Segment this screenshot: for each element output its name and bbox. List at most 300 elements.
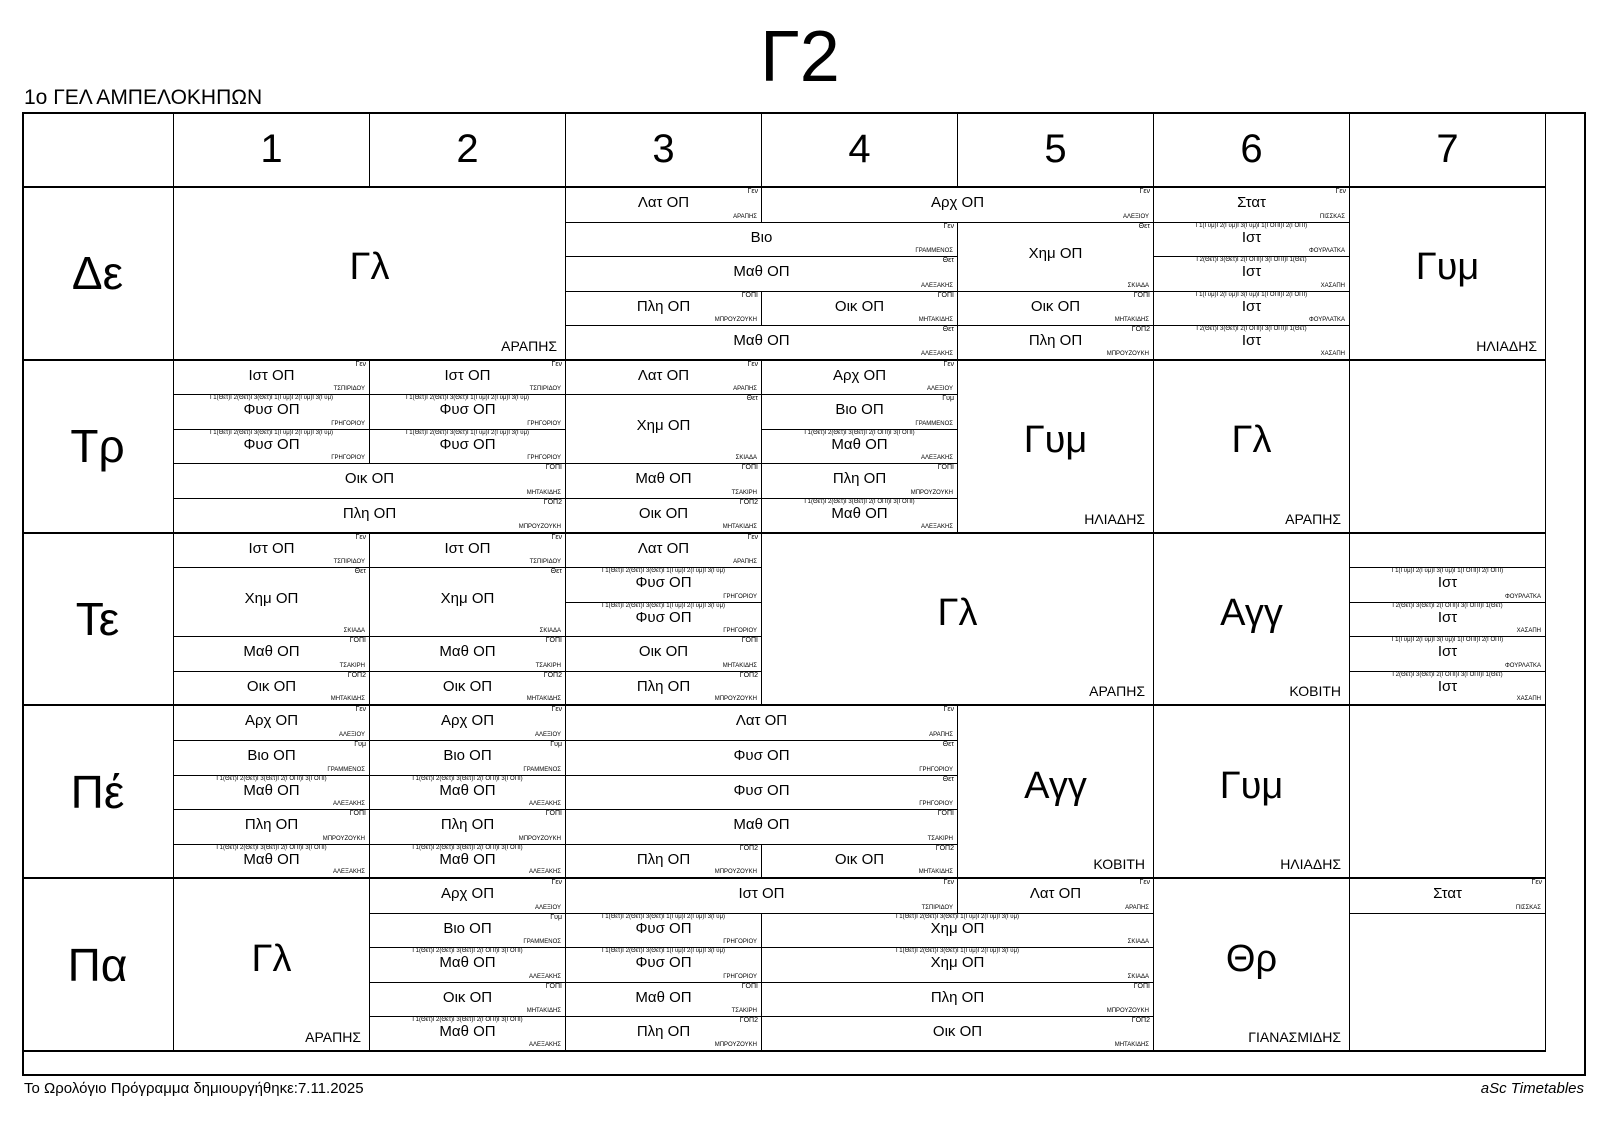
lesson-teacher: ΣΚΙΑΔΑ (1127, 973, 1149, 980)
lesson-room: Γεν (1139, 188, 1150, 195)
lesson-teacher: ΑΛΕΞΙΟΥ (1122, 213, 1149, 220)
lesson-cell (566, 983, 762, 1018)
lesson-subject: Οικ ΟΠ (344, 470, 395, 488)
lesson-room: ΓΟΠΙ (741, 637, 758, 645)
lesson-subject: Ιστ ΟΠ (248, 539, 295, 557)
lesson-teacher: ΑΡΑΠΗΣ (733, 213, 757, 220)
lesson-cell (1350, 637, 1546, 672)
lesson-subject: Πλη ΟΠ (636, 850, 691, 868)
period-header: 2 (370, 112, 566, 188)
lesson-subject: Στατ (1237, 194, 1266, 211)
lesson-teacher: ΠΙΣΣΚΑΣ (1319, 213, 1345, 220)
lesson-groups: Γ1(Θετ)Γ2(Θετ)Γ3(Θετ)Γ1(Γυμ)Γ2(Γυμ)Γ3(Γυμ) (209, 395, 334, 402)
lesson-room: Γεν (1139, 879, 1150, 887)
lesson-cell (762, 534, 1154, 707)
lesson-cell (958, 879, 1154, 914)
lesson-teacher: ΜΗΤΑΚΙΔΗΣ (918, 317, 953, 324)
lesson-cell (174, 430, 370, 465)
lesson-cell (958, 706, 1154, 879)
lesson-cell (174, 464, 566, 499)
lesson-teacher: ΑΛΕΞΑΚΗΣ (529, 801, 561, 808)
lesson-cell (566, 948, 762, 983)
lesson-cell (1154, 257, 1350, 292)
lesson-subject: Πλη ΟΠ (636, 297, 691, 315)
lesson-subject: Βιο (750, 228, 773, 246)
lesson-teacher: ΑΛΕΞΙΟΥ (534, 731, 561, 738)
lesson-teacher: ΣΚΙΑΔΑ (1127, 939, 1149, 946)
lesson-teacher: ΜΗΤΑΚΙΔΗΣ (526, 490, 561, 497)
lesson-teacher: ΤΣΠΙΡΙΔΟΥ (921, 904, 953, 911)
lesson-room: Γεν (1531, 879, 1542, 887)
lesson-teacher: ΧΑΣΑΠΗ (1516, 628, 1541, 635)
lesson-subject: Γυμ (1219, 764, 1284, 807)
lesson-room: ΓΟΠ2 (739, 1017, 758, 1025)
lesson-teacher: ΤΣΠΙΡΙΔΟΥ (333, 559, 365, 566)
lesson-teacher: ΚΟΒΙΤΗ (1093, 856, 1145, 873)
lesson-cell (566, 672, 762, 707)
lesson-subject: Χημ ΟΠ (440, 590, 495, 608)
lesson-subject: Χημ ΟΠ (930, 919, 985, 937)
period-header: 4 (762, 112, 958, 188)
lesson-subject: Φυσ ΟΠ (635, 574, 692, 592)
lesson-cell (566, 637, 762, 672)
lesson-room: Γεν (551, 879, 562, 887)
lesson-room: Γυμ (354, 740, 366, 748)
lesson-teacher: ΧΑΣΑΠΗ (1320, 350, 1345, 357)
lesson-cell (762, 845, 958, 880)
lesson-room: Γεν (355, 706, 366, 714)
lesson-room: ΓΟΠΙ (937, 291, 954, 299)
lesson-cell (1350, 568, 1546, 603)
lesson-room: ΓΟΠΙ (741, 291, 758, 299)
period-header: 5 (958, 112, 1154, 188)
lesson-cell (566, 534, 762, 569)
lesson-cell (566, 223, 958, 258)
lesson-subject: Γυμ (1023, 419, 1088, 462)
lesson-cell (566, 257, 958, 292)
lesson-room: ΓΟΠ2 (739, 499, 758, 507)
lesson-cell (762, 188, 1154, 223)
empty-cell (1350, 914, 1546, 1052)
lesson-subject: Χημ ΟΠ (244, 590, 299, 608)
lesson-subject: Μαθ ΟΠ (439, 643, 496, 661)
lesson-groups: Γ2(Θετ)Γ3(Θετ)Γ2(ΓΟΠΙ)Γ3(ΓΟΠΙ)Γ1(Θετ) (1392, 671, 1503, 678)
lesson-room: ΓΟΠΙ (937, 464, 954, 472)
lesson-teacher: ΓΡΑΜΜΕΝΟΣ (915, 420, 953, 427)
lesson-subject: Γλ (251, 937, 292, 980)
lesson-subject: Μαθ ΟΠ (439, 954, 496, 972)
lesson-teacher: ΓΡΗΓΟΡΙΟΥ (331, 455, 365, 462)
lesson-cell (370, 534, 566, 569)
lesson-cell (174, 188, 566, 361)
lesson-teacher: ΓΡΑΜΜΕΝΟΣ (915, 248, 953, 255)
lesson-cell (174, 879, 370, 1052)
lesson-room: Γεν (943, 879, 954, 887)
lesson-cell (566, 568, 762, 603)
lesson-cell (370, 395, 566, 430)
lesson-subject: Ιστ (1437, 677, 1458, 695)
lesson-teacher: ΠΙΣΣΚΑΣ (1515, 904, 1541, 911)
lesson-groups: Γ2(Θετ)Γ3(Θετ)Γ2(ΓΟΠΙ)Γ3(ΓΟΠΙ)Γ1(Θετ) (1196, 326, 1307, 333)
lesson-subject: Οικ ΟΠ (638, 643, 689, 661)
lesson-cell (174, 361, 370, 396)
lesson-teacher: ΑΛΕΞΑΚΗΣ (921, 455, 953, 462)
page-title: Γ2 (760, 17, 840, 97)
lesson-groups: Γ1(Γυμ)Γ2(Γυμ)Γ3(Γυμ)Γ1(ΓΟΠΙ)Γ2(ΓΟΠΙ) (1195, 222, 1308, 229)
lesson-teacher: ΑΛΕΞΑΚΗΣ (333, 869, 365, 876)
lesson-room: ΓΟΠ2 (1131, 1017, 1150, 1025)
lesson-cell (370, 361, 566, 396)
lesson-teacher: ΜΠΡΟΥΖΟΥΚΗ (714, 869, 757, 876)
lesson-subject: Πλη ΟΠ (636, 1023, 691, 1041)
lesson-subject: Οικ ΟΠ (246, 677, 297, 695)
lesson-room: Γεν (355, 360, 366, 368)
created-date-note: Το Ωρολόγιο Πρόγραμμα δημιουργήθηκε:7.11.2025 (24, 1080, 364, 1097)
lesson-teacher: ΜΗΤΑΚΙΔΗΣ (1114, 1041, 1149, 1048)
lesson-teacher: ΑΡΑΠΗΣ (1089, 683, 1145, 700)
lesson-room: Γεν (1335, 188, 1346, 195)
lesson-teacher: ΓΡΗΓΟΡΙΟΥ (723, 939, 757, 946)
lesson-room: Γεν (943, 222, 954, 230)
lesson-subject: Ιστ ΟΠ (248, 366, 295, 384)
lesson-groups: Γ1(Θετ)Γ2(Θετ)Γ3(Θετ)Γ1(Γυμ)Γ2(Γυμ)Γ3(Γυμ) (895, 913, 1020, 920)
lesson-subject: Γλ (349, 246, 390, 289)
lesson-subject: Βιο ΟΠ (443, 746, 492, 764)
lesson-cell (174, 741, 370, 776)
lesson-groups: Γ2(Θετ)Γ3(Θετ)Γ2(ΓΟΠΙ)Γ3(ΓΟΠΙ)Γ1(Θετ) (1392, 602, 1503, 609)
lesson-cell (1350, 879, 1546, 914)
lesson-subject: Μαθ ΟΠ (243, 850, 300, 868)
lesson-subject: Λατ ΟΠ (735, 712, 788, 730)
lesson-groups: Γ1(Θετ)Γ2(Θετ)Γ3(Θετ)Γ1(Γυμ)Γ2(Γυμ)Γ3(Γυμ) (209, 429, 334, 436)
lesson-cell (370, 741, 566, 776)
lesson-teacher: ΑΛΕΞΑΚΗΣ (529, 1041, 561, 1048)
lesson-subject: Βιο ΟΠ (247, 746, 296, 764)
corner-cell (22, 112, 174, 188)
lesson-subject: Ιστ (1241, 263, 1262, 281)
lesson-room: Θετ (942, 775, 954, 783)
lesson-room: ΓΟΠΙ (545, 464, 562, 472)
lesson-teacher: ΑΛΕΞΙΟΥ (534, 904, 561, 911)
lesson-teacher: ΗΛΙΑΔΗΣ (1476, 337, 1537, 354)
period-header: 1 (174, 112, 370, 188)
lesson-subject: Στατ (1433, 885, 1462, 903)
lesson-teacher: ΧΑΣΑΠΗ (1516, 696, 1541, 703)
lesson-room: ΓΟΠ2 (739, 671, 758, 679)
lesson-teacher: ΓΡΗΓΟΡΙΟΥ (919, 766, 953, 773)
lesson-teacher: ΣΚΙΑΔΑ (539, 628, 561, 635)
lesson-subject: Μαθ ΟΠ (439, 1023, 496, 1041)
lesson-cell (566, 741, 958, 776)
lesson-subject: Μαθ ΟΠ (439, 781, 496, 799)
lesson-subject: Ιστ (1437, 574, 1458, 592)
lesson-room: Γεν (943, 360, 954, 368)
lesson-teacher: ΤΣΠΙΡΙΔΟΥ (529, 559, 561, 566)
lesson-teacher: ΑΡΑΠΗΣ (733, 559, 757, 566)
lesson-cell (174, 534, 370, 569)
lesson-teacher: ΤΣΠΙΡΙΔΟΥ (333, 386, 365, 393)
lesson-groups: Γ1(Θετ)Γ2(Θετ)Γ3(Θετ)Γ2(ΓΟΠΙ)Γ3(ΓΟΠΙ) (804, 429, 915, 436)
lesson-subject: Φυσ ΟΠ (635, 608, 692, 626)
day-label: Δε (22, 188, 174, 361)
lesson-teacher: ΤΣΠΙΡΙΔΟΥ (529, 386, 561, 393)
lesson-subject: Βιο ΟΠ (835, 401, 884, 419)
lesson-teacher: ΧΑΣΑΠΗ (1320, 282, 1345, 289)
lesson-subject: Ιστ ΟΠ (444, 539, 491, 557)
lesson-subject: Ιστ ΟΠ (444, 366, 491, 384)
lesson-teacher: ΓΡΗΓΟΡΙΟΥ (723, 973, 757, 980)
lesson-subject: Ιστ (1437, 608, 1458, 626)
lesson-cell (370, 637, 566, 672)
lesson-cell (566, 603, 762, 638)
lesson-room: ΓΟΠΙ (545, 810, 562, 818)
lesson-cell (1154, 879, 1350, 1052)
lesson-subject: Μαθ ΟΠ (831, 435, 888, 453)
day-label: Τρ (22, 361, 174, 534)
lesson-groups: Γ1(Θετ)Γ2(Θετ)Γ3(Θετ)Γ1(Γυμ)Γ2(Γυμ)Γ3(Γυμ) (895, 948, 1020, 955)
lesson-cell (958, 292, 1154, 327)
lesson-groups: Γ1(Θετ)Γ2(Θετ)Γ3(Θετ)Γ2(ΓΟΠΙ)Γ3(ΓΟΠΙ) (412, 844, 523, 851)
lesson-cell (566, 706, 958, 741)
lesson-room: ΓΟΠ2 (935, 844, 954, 852)
lesson-room: Θετ (942, 257, 954, 265)
lesson-subject: Χημ ΟΠ (930, 954, 985, 972)
lesson-cell (174, 845, 370, 880)
lesson-cell (958, 361, 1154, 534)
lesson-teacher: ΦΟΥΡΛΑΤΚΑ (1504, 662, 1541, 669)
lesson-cell (958, 326, 1154, 361)
lesson-cell (174, 776, 370, 811)
lesson-teacher: ΑΛΕΞΙΟΥ (338, 731, 365, 738)
lesson-cell (370, 672, 566, 707)
lesson-subject: Γυμ (1415, 246, 1480, 289)
lesson-subject: Μαθ ΟΠ (733, 263, 790, 281)
lesson-subject: Πλη ΟΠ (244, 816, 299, 834)
lesson-room: ΓΟΠΙ (545, 637, 562, 645)
lesson-groups: Γ1(Θετ)Γ2(Θετ)Γ3(Θετ)Γ2(ΓΟΠΙ)Γ3(ΓΟΠΙ) (412, 1017, 523, 1024)
lesson-teacher: ΓΡΗΓΟΡΙΟΥ (527, 420, 561, 427)
lesson-cell (370, 914, 566, 949)
lesson-cell (566, 810, 958, 845)
lesson-groups: Γ1(Γυμ)Γ2(Γυμ)Γ3(Γυμ)Γ1(ΓΟΠΙ)Γ2(ΓΟΠΙ) (1391, 568, 1504, 575)
lesson-cell (174, 706, 370, 741)
lesson-cell (174, 672, 370, 707)
lesson-subject: Φυσ ΟΠ (243, 435, 300, 453)
lesson-subject: Θρ (1225, 937, 1278, 980)
lesson-teacher: ΜΠΡΟΥΖΟΥΚΗ (518, 835, 561, 842)
lesson-cell (566, 914, 762, 949)
lesson-subject: Πλη ΟΠ (636, 677, 691, 695)
lesson-cell (762, 983, 1154, 1018)
lesson-teacher: ΗΛΙΑΔΗΣ (1084, 510, 1145, 527)
lesson-subject: Οικ ΟΠ (932, 1023, 983, 1041)
lesson-cell (370, 983, 566, 1018)
lesson-teacher: ΓΡΑΜΜΕΝΟΣ (327, 766, 365, 773)
generator-credit: aSc Timetables (1480, 1080, 1584, 1097)
lesson-subject: Λατ ΟΠ (637, 539, 690, 557)
lesson-subject: Οικ ΟΠ (638, 505, 689, 523)
lesson-groups: Γ1(Θετ)Γ2(Θετ)Γ3(Θετ)Γ2(ΓΟΠΙ)Γ3(ΓΟΠΙ) (412, 948, 523, 955)
lesson-teacher: ΦΟΥΡΛΑΤΚΑ (1504, 593, 1541, 600)
lesson-room: ΓΟΠΙ (1133, 982, 1150, 990)
lesson-teacher: ΤΣΑΚΙΡΗ (731, 490, 757, 497)
lesson-teacher: ΑΛΕΞΑΚΗΣ (921, 523, 953, 530)
lesson-room: ΓΟΠΙ (1133, 291, 1150, 299)
lesson-cell (762, 395, 958, 430)
lesson-subject: Ιστ (1241, 297, 1262, 315)
empty-cell (1350, 706, 1546, 879)
lesson-cell (174, 810, 370, 845)
lesson-room: Γυμ (550, 913, 562, 921)
period-header: 3 (566, 112, 762, 188)
lesson-subject: Μαθ ΟΠ (635, 470, 692, 488)
lesson-subject: Μαθ ΟΠ (243, 781, 300, 799)
lesson-subject: Ιστ (1241, 228, 1262, 246)
lesson-room: ΓΟΠ2 (739, 844, 758, 852)
lesson-cell (370, 879, 566, 914)
lesson-teacher: ΓΡΗΓΟΡΙΟΥ (331, 420, 365, 427)
lesson-subject: Οικ ΟΠ (442, 677, 493, 695)
lesson-teacher: ΜΗΤΑΚΙΔΗΣ (526, 696, 561, 703)
lesson-teacher: ΓΡΗΓΟΡΙΟΥ (723, 628, 757, 635)
lesson-groups: Γ1(Θετ)Γ2(Θετ)Γ3(Θετ)Γ2(ΓΟΠΙ)Γ3(ΓΟΠΙ) (412, 775, 523, 782)
lesson-teacher: ΜΗΤΑΚΙΔΗΣ (722, 523, 757, 530)
lesson-subject: Ιστ (1241, 332, 1262, 350)
lesson-subject: Πλη ΟΠ (440, 816, 495, 834)
lesson-teacher: ΜΗΤΑΚΙΔΗΣ (918, 869, 953, 876)
day-label: Πέ (22, 706, 174, 879)
lesson-room: Θετ (942, 740, 954, 748)
lesson-cell (370, 810, 566, 845)
lesson-teacher: ΑΛΕΞΑΚΗΣ (333, 801, 365, 808)
lesson-cell (566, 879, 958, 914)
lesson-teacher: ΜΠΡΟΥΖΟΥΚΗ (910, 490, 953, 497)
lesson-teacher: ΜΠΡΟΥΖΟΥΚΗ (714, 317, 757, 324)
lesson-cell (566, 499, 762, 534)
lesson-room: Θετ (354, 568, 366, 576)
lesson-subject: Χημ ΟΠ (1028, 244, 1083, 262)
lesson-groups: Γ1(Θετ)Γ2(Θετ)Γ3(Θετ)Γ2(ΓΟΠΙ)Γ3(ΓΟΠΙ) (216, 775, 327, 782)
lesson-subject: Λατ ΟΠ (637, 194, 690, 211)
lesson-groups: Γ1(Θετ)Γ2(Θετ)Γ3(Θετ)Γ1(Γυμ)Γ2(Γυμ)Γ3(Γυμ) (405, 429, 530, 436)
lesson-teacher: ΤΣΑΚΙΡΗ (927, 835, 953, 842)
lesson-teacher: ΜΠΡΟΥΖΟΥΚΗ (1106, 1008, 1149, 1015)
lesson-room: ΓΟΠ2 (543, 671, 562, 679)
lesson-teacher: ΑΛΕΞΑΚΗΣ (921, 282, 953, 289)
lesson-room: ΓΟΠΙ (937, 810, 954, 818)
lesson-room: Γυμ (550, 740, 562, 748)
lesson-teacher: ΚΟΒΙΤΗ (1289, 683, 1341, 700)
lesson-cell (762, 1017, 1154, 1052)
lesson-subject: Οικ ΟΠ (834, 297, 885, 315)
lesson-cell (566, 464, 762, 499)
lesson-cell (566, 395, 762, 464)
empty-cell (1350, 534, 1546, 569)
lesson-cell (370, 430, 566, 465)
lesson-teacher: ΓΙΑΝΑΣΜΙΔΗΣ (1248, 1028, 1341, 1045)
lesson-room: Θετ (746, 395, 758, 403)
lesson-teacher: ΣΚΙΑΔΑ (735, 455, 757, 462)
lesson-cell (762, 292, 958, 327)
lesson-room: Γεν (551, 360, 562, 368)
lesson-subject: Μαθ ΟΠ (733, 816, 790, 834)
lesson-groups: Γ1(Γυμ)Γ2(Γυμ)Γ3(Γυμ)Γ1(ΓΟΠΙ)Γ2(ΓΟΠΙ) (1195, 291, 1308, 298)
lesson-subject: Οικ ΟΠ (834, 850, 885, 868)
lesson-cell (1154, 706, 1350, 879)
lesson-subject: Αρχ ΟΠ (244, 712, 299, 730)
lesson-subject: Φυσ ΟΠ (439, 435, 496, 453)
lesson-cell (1154, 188, 1350, 223)
lesson-groups: Γ1(Θετ)Γ2(Θετ)Γ3(Θετ)Γ1(Γυμ)Γ2(Γυμ)Γ3(Γυμ) (601, 913, 726, 920)
lesson-cell (566, 188, 762, 223)
lesson-cell (370, 845, 566, 880)
lesson-room: Γεν (551, 533, 562, 541)
lesson-subject: Μαθ ΟΠ (243, 643, 300, 661)
lesson-subject: Μαθ ΟΠ (439, 850, 496, 868)
lesson-cell (174, 395, 370, 430)
lesson-cell (1154, 223, 1350, 258)
lesson-groups: Γ1(Θετ)Γ2(Θετ)Γ3(Θετ)Γ1(Γυμ)Γ2(Γυμ)Γ3(Γυμ) (601, 602, 726, 609)
lesson-teacher: ΜΠΡΟΥΖΟΥΚΗ (518, 523, 561, 530)
period-header: 6 (1154, 112, 1350, 188)
lesson-teacher: ΜΠΡΟΥΖΟΥΚΗ (322, 835, 365, 842)
lesson-teacher: ΦΟΥΡΛΑΤΚΑ (1308, 317, 1345, 324)
lesson-subject: Αρχ ΟΠ (930, 194, 985, 211)
lesson-teacher: ΜΗΤΑΚΙΔΗΣ (1114, 317, 1149, 324)
lesson-teacher: ΑΡΑΠΗΣ (1125, 904, 1149, 911)
lesson-cell (566, 326, 958, 361)
lesson-subject: Πλη ΟΠ (1028, 332, 1083, 350)
lesson-teacher: ΜΠΡΟΥΖΟΥΚΗ (714, 1041, 757, 1048)
lesson-teacher: ΑΡΑΠΗΣ (305, 1028, 361, 1045)
lesson-subject: Μαθ ΟΠ (831, 505, 888, 523)
lesson-subject: Ιστ (1437, 643, 1458, 661)
lesson-room: Γεν (551, 706, 562, 714)
lesson-subject: Φυσ ΟΠ (635, 954, 692, 972)
lesson-teacher: ΦΟΥΡΛΑΤΚΑ (1308, 248, 1345, 255)
lesson-teacher: ΑΛΕΞΑΚΗΣ (921, 350, 953, 357)
lesson-groups: Γ1(Γυμ)Γ2(Γυμ)Γ3(Γυμ)Γ1(ΓΟΠΙ)Γ2(ΓΟΠΙ) (1391, 637, 1504, 644)
lesson-cell (566, 845, 762, 880)
lesson-subject: Αγγ (1024, 764, 1087, 807)
lesson-room: ΓΟΠ2 (1131, 326, 1150, 334)
lesson-teacher: ΜΗΤΑΚΙΔΗΣ (526, 1008, 561, 1015)
lesson-teacher: ΓΡΗΓΟΡΙΟΥ (723, 593, 757, 600)
lesson-cell (174, 637, 370, 672)
lesson-cell (762, 464, 958, 499)
lesson-subject: Γλ (1231, 419, 1272, 462)
lesson-teacher: ΤΣΑΚΙΡΗ (731, 1008, 757, 1015)
lesson-room: ΓΟΠΙ (741, 464, 758, 472)
lesson-teacher: ΜΗΤΑΚΙΔΗΣ (722, 662, 757, 669)
lesson-groups: Γ1(Θετ)Γ2(Θετ)Γ3(Θετ)Γ1(Γυμ)Γ2(Γυμ)Γ3(Γυμ) (601, 568, 726, 575)
lesson-room: Γυμ (942, 395, 954, 403)
empty-cell (1350, 361, 1546, 534)
lesson-cell (1154, 292, 1350, 327)
lesson-room: ΓΟΠΙ (545, 982, 562, 990)
lesson-room: Γεν (747, 533, 758, 541)
lesson-room: Γεν (747, 188, 758, 195)
lesson-subject: Μαθ ΟΠ (733, 332, 790, 350)
lesson-room: Γεν (943, 706, 954, 714)
lesson-subject: Φυσ ΟΠ (733, 781, 790, 799)
lesson-subject: Φυσ ΟΠ (243, 401, 300, 419)
lesson-cell (566, 1017, 762, 1052)
lesson-teacher: ΜΠΡΟΥΖΟΥΚΗ (1106, 350, 1149, 357)
lesson-subject: Χημ ΟΠ (636, 417, 691, 435)
lesson-cell (566, 292, 762, 327)
lesson-cell (1154, 534, 1350, 707)
